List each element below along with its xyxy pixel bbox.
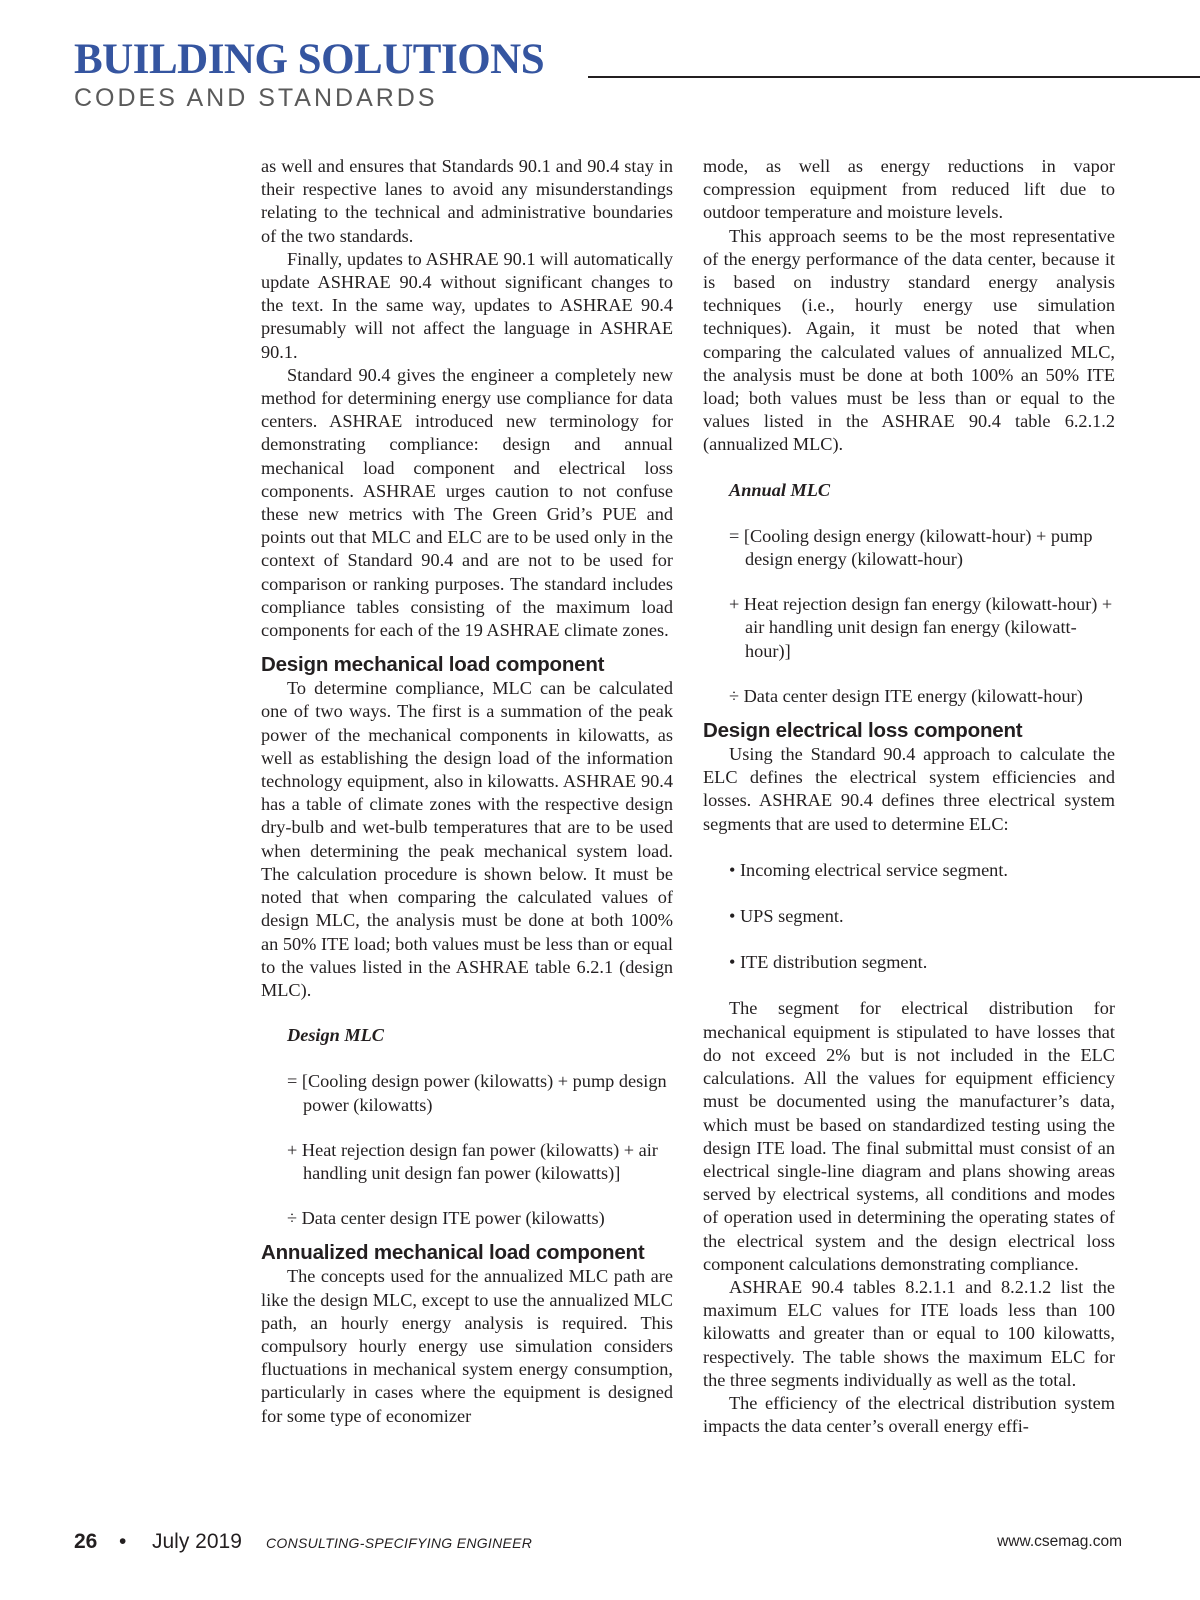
right-column xyxy=(703,155,1115,1438)
issue-date: July 2019 xyxy=(152,1530,242,1553)
section-subtitle: CODES AND STANDARDS xyxy=(74,84,438,112)
paragraph: Finally, updates to ASHRAE 90.1 will automatically update ASHRAE 90.4 without significant changes to the text. In the same way, updates to ASHRAE 90.4 presumably will not affect the language in ASHRAE 90.1. xyxy=(261,248,673,362)
heading-design-mlc: Design mechanical load component xyxy=(261,653,605,677)
paragraph: Using the Standard 90.4 approach to calculate the ELC defines the electrical system efficiencies and losses. ASHRAE 90.4 defines three electrical system segments that are used to determine ELC: xyxy=(703,744,1115,834)
paragraph: as well and ensures that Standards 90.1 and 90.4 stay in their respective lanes to avoid any misunderstandings relating to the technical and administrative boundaries of the two standards. xyxy=(261,156,673,246)
heading-annualized-mlc: Annualized mechanical load component xyxy=(261,1241,645,1265)
equation-line: = [Cooling design power (kilowatts) + pump design power (kilowatts) xyxy=(287,1071,667,1115)
paragraph: mode, as well as energy reductions in vapor compression equipment from reduced lift due to outdoor temperature and moisture levels. xyxy=(703,156,1115,223)
equation-line: + Heat rejection design fan energy (kilowatt-hour) + air handling unit design fan energy (kilowatt-hour)] xyxy=(729,594,1113,661)
header-rule xyxy=(588,76,1200,78)
equation-title: Annual MLC xyxy=(729,479,831,500)
list-item: • ITE distribution segment. xyxy=(729,952,928,973)
publication-name: CONSULTING-SPECIFYING ENGINEER xyxy=(266,1535,533,1551)
paragraph: This approach seems to be the most representative of the energy performance of the data center, because it is based on industry standard energy analysis techniques (i.e., hourly energy use simulation techniques). Again, it must be noted that when comparing the calculated values of annualized MLC, the analysis must be done at both 100% an 50% ITE load; both values must be less than or equal to the values listed in the ASHRAE 90.4 table 6.2.1.2 (annualized MLC). xyxy=(703,225,1115,455)
equation-line: ÷ Data center design ITE power (kilowatts) xyxy=(287,1208,605,1229)
left-column xyxy=(261,155,673,1428)
section-title: BUILDING SOLUTIONS xyxy=(74,36,545,83)
list-item: • UPS segment. xyxy=(729,906,844,927)
equation-line: = [Cooling design energy (kilowatt-hour) + pump design energy (kilowatt-hour) xyxy=(729,525,1093,570)
list-item: • Incoming electrical service segment. xyxy=(729,859,1008,880)
equation-line: + Heat rejection design fan power (kilowatts) + air handling unit design fan power (kilowatts)] xyxy=(287,1139,658,1183)
paragraph: The concepts used for the annualized MLC path are like the design MLC, except to use the annualized MLC path, an hourly energy analysis is required. This compulsory hourly energy use simulation considers fluctuations in mechanical system energy consumption, particularly in cases where the equipment is designed for some type of economizer xyxy=(261,1266,673,1426)
paragraph: The segment for electrical distribution for mechanical equipment is stipulated to have losses that do not exceed 2% but is not included in the ELC calculations. All the values for equipment efficiency must be documented using the manufacturer’s data, which must be based on standardized testing using the design ITE load. The final submittal must consist of an electrical single-line diagram and plans showing areas served by electrical systems, all conditions and modes of operation used in determining the operating states of the electrical system and the design electrical loss component calculations demonstrating compliance. xyxy=(703,998,1115,1274)
paragraph: Standard 90.4 gives the engineer a completely new method for determining energy use compliance for data centers. ASHRAE introduced new terminology for demonstrating compliance: design and annual mechanical load component and electrical loss components. ASHRAE urges caution to not confuse these new metrics with The Green Grid’s PUE and points out that MLC and ELC are to be used only in the context of Standard 90.4 and are not to be used for comparison or ranking purposes. The standard includes compliance tables consisting of the maximum load components for each of the 19 ASHRAE climate zones. xyxy=(261,364,673,641)
heading-design-elc: Design electrical loss component xyxy=(703,719,1023,743)
website-url: www.csemag.com xyxy=(997,1533,1122,1550)
paragraph: The efficiency of the electrical distribution system impacts the data center’s overall energy effi- xyxy=(703,1392,1115,1437)
page-footer xyxy=(74,1530,1122,1560)
footer-separator: • xyxy=(119,1530,127,1553)
paragraph: To determine compliance, MLC can be calculated one of two ways. The first is a summation of the peak power of the mechanical components in kilowatts, as well as establishing the design load of the information technology equipment, also in kilowatts. ASHRAE 90.4 has a table of climate zones with the respective design dry-bulb and wet-bulb temperatures that are to be used when determining the peak mechanical system load. The calculation procedure is shown below. It must be noted that when comparing the calculated values of design MLC, the analysis must be done at both 100% an 50% ITE load; both values must be less than or equal to the values listed in the ASHRAE table 6.2.1 (design MLC). xyxy=(261,678,673,1000)
page-number: 26 xyxy=(74,1530,98,1553)
equation-line: ÷ Data center design ITE energy (kilowatt-hour) xyxy=(729,685,1083,706)
paragraph: ASHRAE 90.4 tables 8.2.1.1 and 8.2.1.2 list the maximum ELC values for ITE loads less than 100 kilowatts and greater than or equal to 100 kilowatts, respectively. The table shows the maximum ELC for the three segments individually as well as the total. xyxy=(703,1276,1115,1390)
equation-title: Design MLC xyxy=(287,1025,385,1046)
